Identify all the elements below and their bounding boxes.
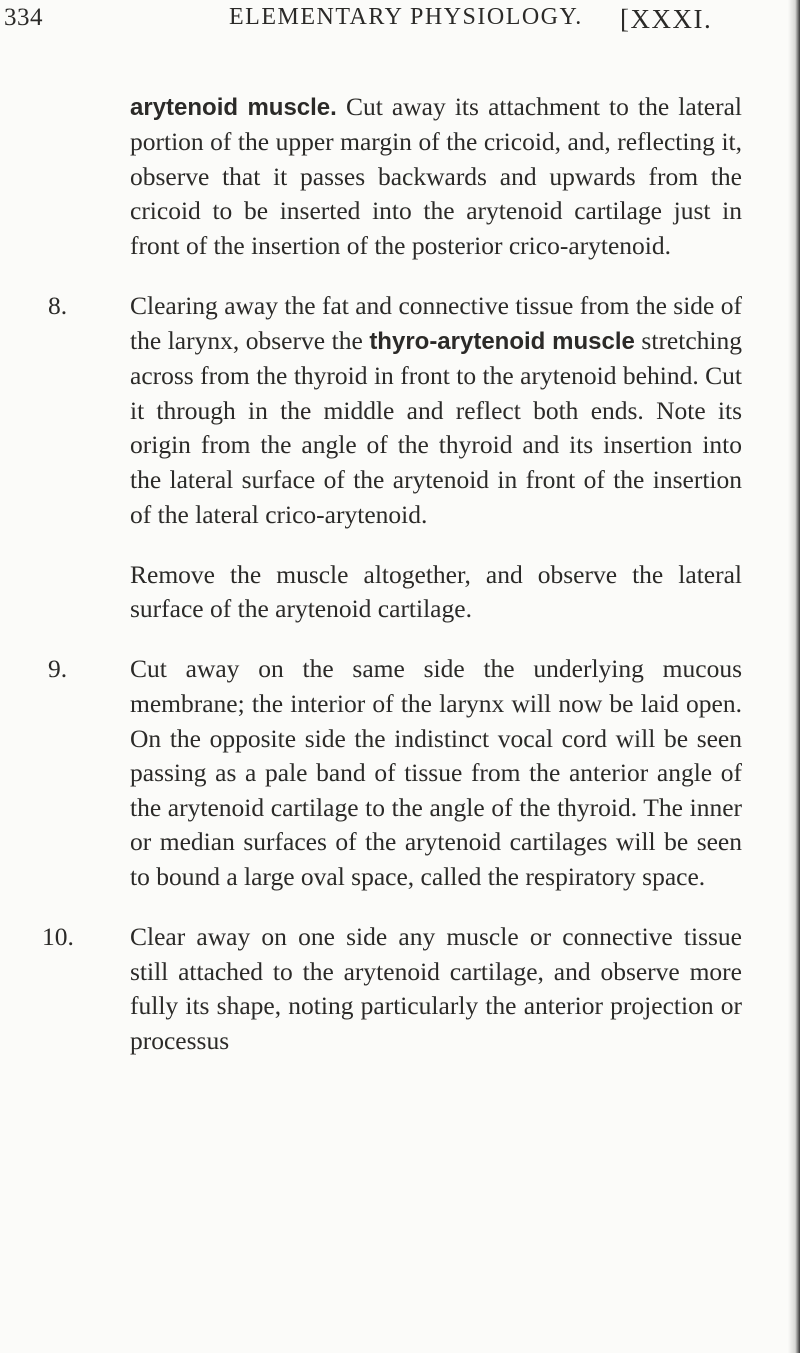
paragraph-text: Cut away on the same side the underlying mucous membrane; the interior of the larynx will now be laid open. On the opposite side the indistinct vocal cord will be seen passing as a pale band of tissue from the anterior angle of the arytenoid cartilage to the angle of the thyroid. The inner or median surfaces of the arytenoid cartilages will be seen to bound a large oval space, called the respiratory space. [130,654,742,891]
item-number: 8. [48,290,68,320]
paragraph-text: Clear away on one side any muscle or connective tissue still attached to the arytenoid cartilage, and observe more fully its shape, noting particularly the anterior projection or processus [130,921,742,1055]
running-title: ELEMENTARY PHYSIOLOGY. [229,4,583,30]
bold-term: arytenoid muscle. [130,93,337,121]
chapter-mark: [XXXI. [620,4,713,34]
paragraph-8 [48,289,742,532]
paragraph-text: Clearing away the fat and connective tissue from the side of the larynx, observe the [130,290,742,355]
running-header [4,4,760,44]
item-number: 10. [42,921,74,951]
bold-term: thyro-arytenoid muscle [369,327,635,355]
paragraph-8-continued [130,558,742,627]
page-number: 334 [4,4,43,31]
paragraph-text: Remove the muscle altogether, and observe the lateral surface of the arytenoid cartilage. [130,559,742,624]
paragraph-intro [130,90,742,264]
paragraph-9 [48,652,742,894]
paragraph-10 [42,920,742,1058]
item-number: 9. [48,654,68,684]
page-body [0,64,790,1068]
paragraph-text: Cut away its attachment to the lateral portion of the upper margin of the cricoid, and, reflecting it, observe that it passes backwards and upwards from the cricoid to be inserted into the arytenoid cartilage just in front of the insertion of the posterior crico-arytenoid. [130,91,742,260]
paragraph-text: stretching across from the thyroid in front to the arytenoid behind. Cut it through in the middle and reflect both ends. Note its origin from the angle of the thyroid and its insertion into the lateral surface of the arytenoid in front of the insertion of the lateral crico-arytenoid. [130,325,742,529]
